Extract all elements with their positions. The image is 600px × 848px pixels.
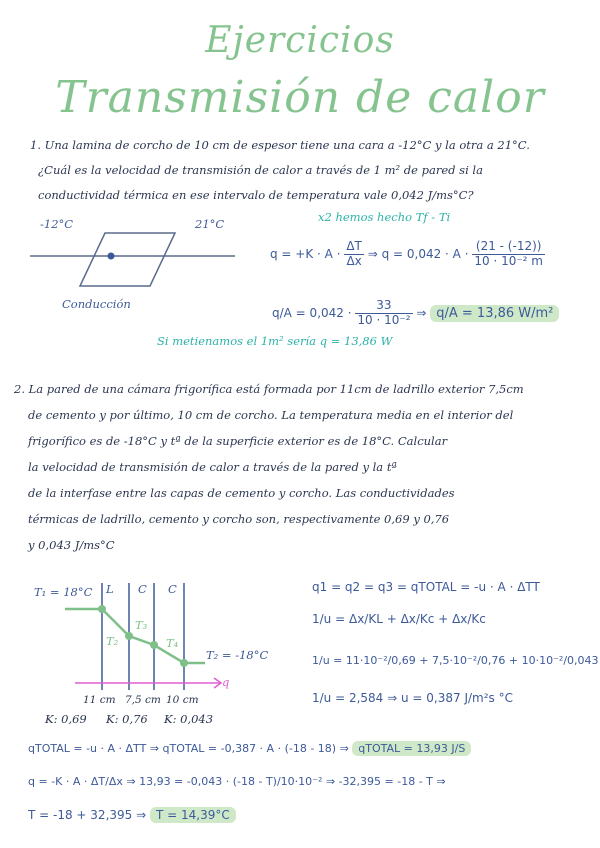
ex1-statement-line3: conductividad térmica en ese intervalo de temperatura vale 0,042 J/ms°C? [38, 188, 474, 202]
ex1-note: x2 hemos hecho Tf - Ti [318, 210, 451, 224]
conduction-diagram [25, 228, 245, 298]
ex1-result: q/A = 13,86 W/m² [430, 305, 559, 322]
wall-col-1: L [106, 582, 114, 596]
ex2-eq-2: 1/u = Δx/KL + Δx/Kc + Δx/Kc [312, 612, 486, 626]
wall-t2: T₂ = -18°C [206, 648, 269, 662]
wall-t1: T₁ = 18°C [34, 585, 93, 599]
ex2-statement-line4: la velocidad de transmisión de calor a través de la pared y la tª [28, 460, 397, 474]
temp-left-label: -12°C [40, 217, 74, 231]
k-2: K: 0,76 [106, 712, 148, 726]
ex2-statement-line1: 2. La pared de una cámara frigorífica está formada por 11cm de ladrillo exterior 7,5cm [14, 382, 524, 396]
width-2: 7,5 cm [125, 694, 161, 706]
heat-flow-label: q [222, 675, 230, 689]
ex1-equation-2: q/A = 0,042 · $\frac{33}{\text{10 · 10⁻²}}$ ⇒ q/A = 13,86 W/m² [272, 299, 559, 328]
temp-right-label: 21°C [195, 217, 225, 231]
ex2-statement-line7: y 0,043 J/ms°C [28, 538, 115, 552]
wall-col-3: C [168, 582, 177, 596]
ex2-statement-line3: frigorífico es de -18°C y tª de la superficie exterior es de 18°C. Calcular [28, 434, 448, 448]
ex2-result-q: qTOTAL = 13,93 J/S [352, 741, 471, 756]
ex2-eq-5: qTOTAL = -u · A · ΔTT ⇒ qTOTAL = -0,387 · A · (-18 - 18) ⇒ qTOTAL = 13,93 J/S [28, 742, 471, 755]
ex1-statement-line2: ¿Cuál es la velocidad de transmisión de calor a través de 1 m² de pared si la [38, 163, 483, 177]
ex2-eq-4: 1/u = 2,584 ⇒ u = 0,387 J/m²s °C [312, 691, 513, 705]
k-3: K: 0,043 [164, 712, 214, 726]
conduction-label: Conducción [62, 297, 131, 311]
ex1-statement-line1: 1. Una lamina de corcho de 10 cm de espesor tiene una cara a -12°C y la otra a 21°C. [30, 138, 530, 152]
ex2-statement-line6: térmicas de ladrillo, cemento y corcho son, respectivamente 0,69 y 0,76 [28, 512, 450, 526]
ex2-eq-6: q = -K · A · ΔT/Δx ⇒ 13,93 = -0,043 · (-18 - T)/10·10⁻² ⇒ -32,395 = -18 - T ⇒ [28, 775, 446, 788]
ex1-equation-1: q = +K · A · $\frac{\Delta T}{\Delta x}$ ⇒ q = 0,042 · A · $\frac{(21 - (-12))}{\text{10 · 10⁻² m}}$ [270, 239, 543, 268]
ex1-conclusion: Si metienamos el 1m² sería q = 13,86 W [157, 334, 393, 348]
wall-point-t2: T₂ [106, 634, 119, 648]
wall-point-t3: T₃ [135, 618, 148, 632]
ex2-eq-7: T = -18 + 32,395 ⇒ T = 14,39°C [28, 808, 236, 822]
wall-col-2: C [138, 582, 147, 596]
width-1: 11 cm [83, 694, 116, 706]
wall-point-t4: T₄ [166, 636, 179, 650]
width-3: 10 cm [166, 694, 199, 706]
ex2-statement-line2: de cemento y por último, 10 cm de corcho. La temperatura media en el interior del [28, 408, 514, 422]
page-title-line2: Transmisión de calor [55, 72, 545, 123]
k-1: K: 0,69 [45, 712, 87, 726]
page-title-line1: Ejercicios [205, 20, 395, 61]
ex2-result-t: T = 14,39°C [150, 807, 236, 823]
ex2-eq-3: 1/u = 11·10⁻²/0,69 + 7,5·10⁻²/0,76 + 10·10⁻²/0,043 [312, 654, 599, 667]
ex2-eq-1: q1 = q2 = q3 = qTOTAL = -u · A · ΔTT [312, 580, 540, 594]
ex2-statement-line5: de la interfase entre las capas de cemento y corcho. Las conductividades [28, 486, 455, 500]
